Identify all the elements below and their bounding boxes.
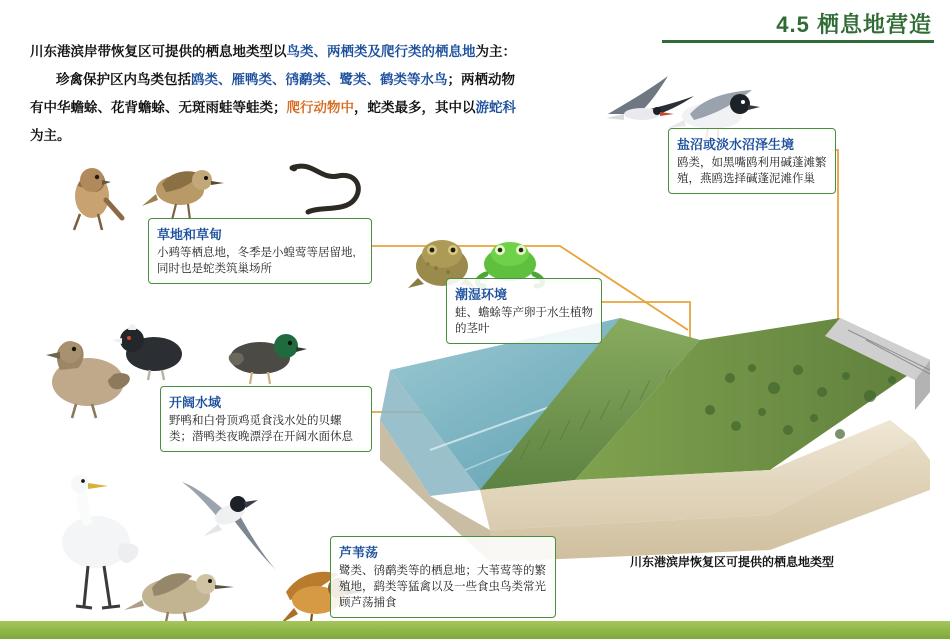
callout-saltmarsh-body: 鸥类，如黑嘴鸥利用碱蓬滩繁殖，燕鸥选择碱蓬泥滩作巢 xyxy=(677,157,827,185)
callout-reed-bed[interactable] xyxy=(330,536,556,618)
bunting-bird-icon xyxy=(58,156,128,232)
callout-grassland[interactable] xyxy=(148,218,372,284)
intro-line2-a: 珍禽保护区内鸟类包括 xyxy=(56,72,191,87)
callout-reed-bed-body: 鹭类、鸻鹬类等的栖息地；大苇莺等的繁殖地，鹞类等猛禽以及一些食虫鸟类常光顾芦荡捕食 xyxy=(339,565,546,609)
intro-line3-highlight: 爬行动物中 xyxy=(286,100,354,115)
intro-line-1 xyxy=(30,38,590,66)
teal-duck-icon xyxy=(212,318,308,388)
intro-text xyxy=(30,38,590,150)
intro-line1-highlight: 鸟类、两栖类及爬行类的栖息地 xyxy=(286,44,476,59)
callout-saltmarsh[interactable] xyxy=(668,128,836,194)
snake-icon xyxy=(286,158,374,220)
warbler-bird-icon xyxy=(140,154,236,226)
callout-reed-bed-title: 芦苇荡 xyxy=(339,545,379,560)
intro-line-2 xyxy=(30,66,590,94)
callout-open-water-title: 开阔水域 xyxy=(169,395,222,410)
intro-line3-e: 游蛇科 xyxy=(475,100,516,115)
callout-grassland-body: 小鹀等栖息地，冬季是小蝗莺等居留地,同时也是蛇类筑巢场所 xyxy=(157,247,356,275)
intro-line-4: 为主。 xyxy=(30,128,71,143)
callout-wet-environment-body: 蛙、蟾蜍等产卵于水生植物的茎叶 xyxy=(455,307,593,335)
callout-open-water-body: 野鸭和白骨顶鸡觅食浅水处的贝螺类；潜鸭类夜晚漂浮在开阔水面休息 xyxy=(169,415,353,443)
terrain-caption: 川东港滨岸恢复区可提供的栖息地类型 xyxy=(630,555,835,569)
callout-grassland-title: 草地和草甸 xyxy=(157,227,223,242)
intro-line3-d: 最多，其中以 xyxy=(394,100,476,115)
intro-line3-c: 蛇类 xyxy=(367,100,395,115)
intro-line2-highlight: 鸥类、雁鸭类、鸻鹬类、鹭类、鹤类等水鸟 xyxy=(191,72,448,87)
callout-wet-environment[interactable] xyxy=(446,278,602,344)
intro-line1-b: 为主： xyxy=(475,44,516,59)
intro-line-3 xyxy=(30,94,590,122)
callout-open-water[interactable] xyxy=(160,386,372,452)
intro-line3-a: 有中华蟾蜍、花背蟾蜍、无斑雨蛙等蛙类； xyxy=(30,100,287,115)
intro-line2-b: ；两栖动物 xyxy=(447,72,515,87)
title-divider xyxy=(662,40,934,43)
intro-line1-a: 川东港滨岸带恢复区可提供的栖息地类型以 xyxy=(30,44,287,59)
callout-saltmarsh-title: 盐沼或淡水沼泽生境 xyxy=(677,137,795,152)
intro-line3-b: ， xyxy=(354,100,368,115)
bottom-accent-strip xyxy=(0,621,950,639)
duck-icon xyxy=(30,330,140,422)
page-title: 4.5 栖息地营造 xyxy=(776,12,932,37)
callout-wet-environment-title: 潮湿环境 xyxy=(455,287,508,302)
